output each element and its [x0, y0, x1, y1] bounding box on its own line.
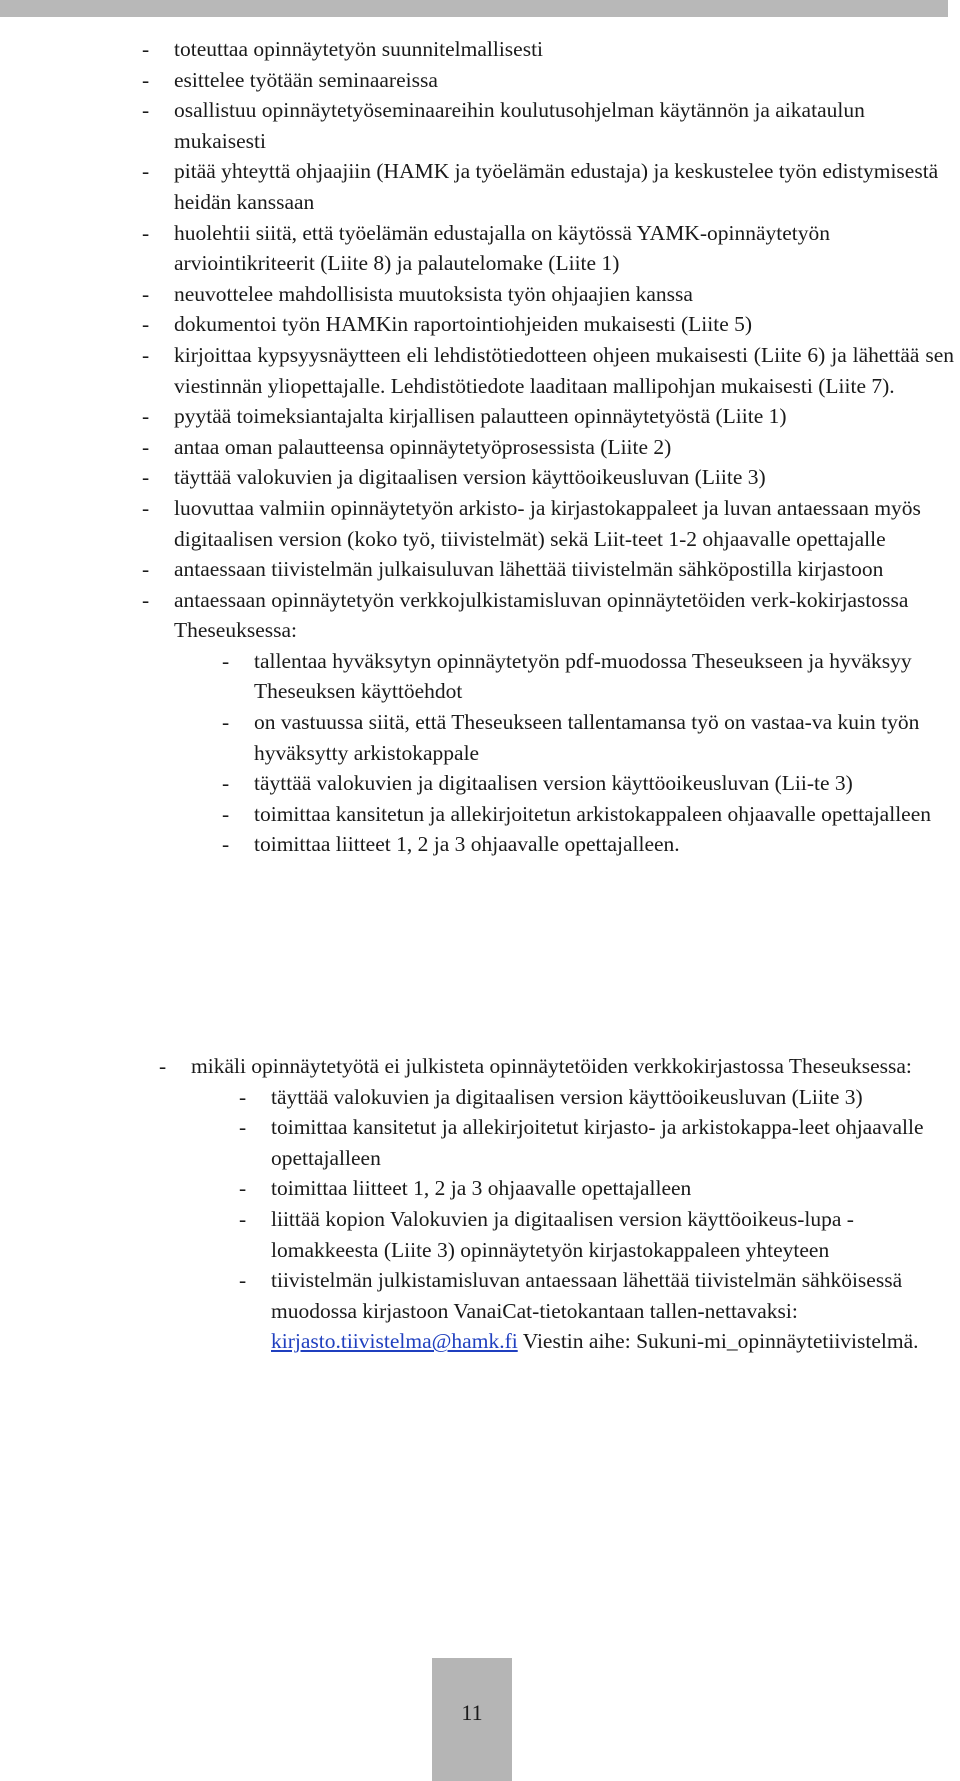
sub-list-item [222, 646, 954, 707]
list-dash: - [222, 710, 230, 735]
list-item-text: toimittaa liitteet 1, 2 ja 3 ohjaavalle opettajalleen [271, 1176, 692, 1201]
sub-list-item [222, 829, 954, 860]
list-dash: - [142, 159, 150, 184]
list-item-text: on vastuussa siitä, että Theseukseen tallentamansa työ on vastaa-va kuin työn hyväksytty arkistokappale [254, 710, 920, 765]
list-item [142, 401, 954, 432]
list-item [142, 554, 954, 585]
list-item [142, 309, 954, 340]
list-dash: - [222, 648, 230, 673]
list-item-text: liittää kopion Valokuvien ja digitaalisen version käyttöoikeus-lupa -lomakkeesta (Liite 3) opinnäytetyön kirjastokappaleen yhteyteen [271, 1206, 854, 1262]
list-item-text: täyttää valokuvien ja digitaalisen version käyttöoikeusluvan (Liite 3) [174, 465, 766, 490]
list-dash: - [142, 465, 150, 490]
list-dash: - [142, 67, 150, 92]
list-item [142, 462, 954, 493]
list-item-text: kirjoittaa kypsyysnäytteen eli lehdistötiedotteen ohjeen mukaisesti (Liite 6) ja lähettää sen viestinnän yliopettajalle. Lehdistötiedote laaditaan mallipohjan mukaisesti (Liite 7). [174, 342, 954, 398]
list-item [142, 585, 954, 646]
list-item-text: pitää yhteyttä ohjaajiin (HAMK ja työelämän edustaja) ja keskustelee työn edistymisestä heidän kanssaan [174, 159, 939, 214]
list-dash: - [239, 1268, 247, 1293]
list-item [142, 65, 954, 96]
page-number-box [432, 1658, 512, 1781]
list-dash: - [142, 312, 150, 337]
list-item-text: antaessaan opinnäytetyön verkkojulkistamisluvan opinnäytetöiden verk-kokirjastossa Theseuksessa: [174, 587, 909, 643]
sub-list-item [239, 1173, 954, 1204]
list-dash: - [142, 342, 150, 367]
list-dash: - [142, 434, 150, 459]
list-item-text: huolehtii siitä, että työelämän edustajalla on käytössä YAMK-opinnäytetyön arviointikriteerit (Liite 8) ja palautelomake (Liite 1) [174, 220, 831, 276]
list-item-text-before-email: tiivistelmän julkistamisluvan antaessaan lähettää tiivistelmän sähköisessä muodossa kirjastoon VanaiCat-tietokantaan tallen-nettavaksi: [271, 1268, 903, 1323]
list-dash: - [159, 1054, 167, 1078]
list-item [142, 34, 954, 65]
list-item-text: toteuttaa opinnäytetyön suunnitelmallisesti [174, 37, 544, 61]
list-dash: - [142, 98, 150, 123]
list-item-text: toimittaa liitteet 1, 2 ja 3 ohjaavalle opettajalleen. [254, 832, 680, 857]
sub-list-item [239, 1112, 954, 1173]
list-item-text: luovuttaa valmiin opinnäytetyön arkisto- ja kirjastokappaleet ja luvan antaessaan myös digitaalisen version (koko työ, tiivistelmät) sekä Liit-teet 1-2 ohjaavalle opettajalle [174, 495, 921, 551]
list-item-text: tallentaa hyväksytyn opinnäytetyön pdf-muodossa Theseukseen ja hyväksyy Theseuksen käyttöehdot [254, 648, 912, 704]
list-item-text: täyttää valokuvien ja digitaalisen version käyttöoikeusluvan (Lii-te 3) [254, 771, 853, 796]
list-item-text: toimittaa kansitetun ja allekirjoitetun arkistokappaleen ohjaavalle opettajalleen [254, 801, 931, 826]
list-item-text: antaessaan tiivistelmän julkaisuluvan lähettää tiivistelmän sähköpostilla kirjastoon [174, 557, 884, 582]
page-number: 11 [461, 1700, 483, 1725]
list-dash: - [239, 1206, 247, 1231]
list-item [142, 279, 954, 310]
list-item-text: toimittaa kansitetut ja allekirjoitetut kirjasto- ja arkistokappa-leet ohjaavalle opettajalleen [271, 1115, 924, 1170]
list-dash: - [142, 557, 150, 582]
sub-list-item [222, 707, 954, 768]
list-dash: - [142, 587, 150, 612]
list-dash: - [142, 37, 150, 61]
list-dash: - [222, 832, 230, 857]
list-item-text: pyytää toimeksiantajalta kirjallisen palautteen opinnäytetyöstä (Liite 1) [174, 404, 787, 429]
non-public-tasks-list [0, 1051, 960, 1357]
list-item-text: antaa oman palautteensa opinnäytetyöprosessista (Liite 2) [174, 434, 672, 459]
email-link[interactable]: kirjasto.tiivistelma@hamk.fi [271, 1329, 518, 1354]
list-item [142, 218, 954, 279]
list-item [142, 156, 954, 217]
list-item [142, 95, 954, 156]
list-item [142, 340, 954, 401]
list-item-text: täyttää valokuvien ja digitaalisen version käyttöoikeusluvan (Liite 3) [271, 1084, 863, 1109]
sub-list-item [222, 799, 954, 830]
list-dash: - [142, 220, 150, 245]
list-item-text: mikäli opinnäytetyötä ei julkisteta opinnäytetöiden verkkokirjastossa Theseuksessa: [191, 1054, 912, 1078]
sub-list-item [222, 768, 954, 799]
sub-list-item [239, 1265, 954, 1357]
list-dash: - [239, 1115, 247, 1140]
list-item [142, 432, 954, 463]
list-item-text: neuvottelee mahdollisista muutoksista työn ohjaajien kanssa [174, 281, 693, 306]
list-item-text: osallistuu opinnäytetyöseminaareihin koulutusohjelman käytännön ja aikataulun mukaisesti [174, 98, 865, 153]
list-dash: - [142, 495, 150, 520]
list-dash: - [222, 801, 230, 826]
top-decoration-bar [0, 0, 948, 17]
list-dash: - [142, 404, 150, 429]
sub-list-item [239, 1082, 954, 1113]
list-dash: - [222, 771, 230, 796]
sub-list-item [239, 1204, 954, 1265]
list-item-text: esittelee työtään seminaareissa [174, 67, 438, 92]
list-dash: - [239, 1084, 247, 1109]
list-item [159, 1051, 954, 1082]
list-dash: - [239, 1176, 247, 1201]
list-item-text: dokumentoi työn HAMKin raportointiohjeiden mukaisesti (Liite 5) [174, 312, 753, 337]
list-dash: - [142, 281, 150, 306]
list-item [142, 493, 954, 554]
list-item-text-after-email: Viestin aihe: Sukuni-mi_opinnäytetiivistelmä. [522, 1329, 919, 1354]
student-tasks-list [0, 34, 960, 860]
